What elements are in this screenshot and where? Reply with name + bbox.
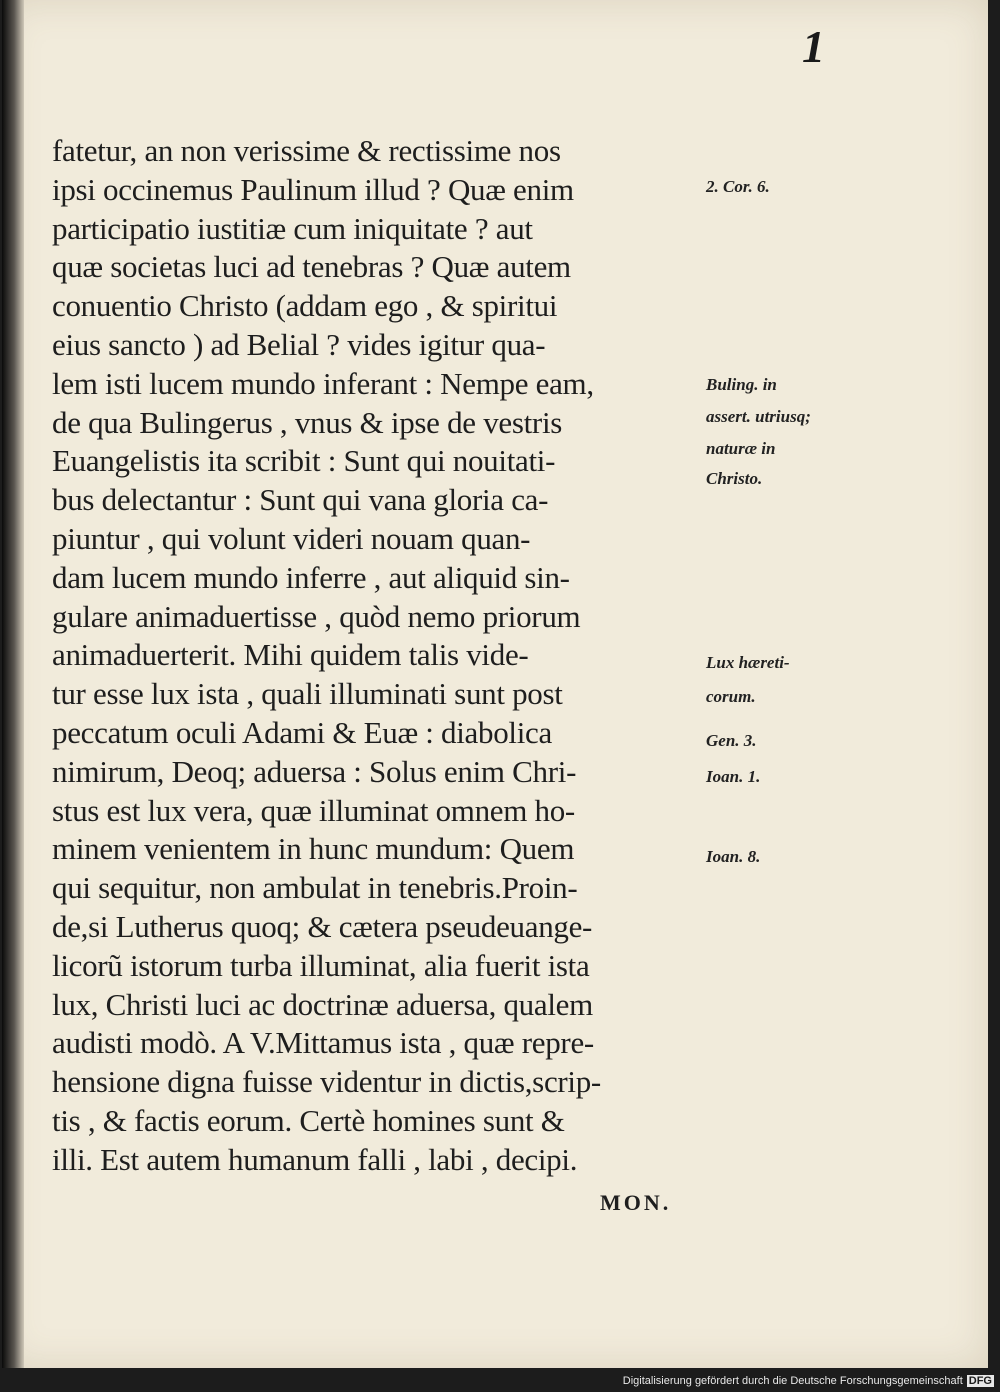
margin-note-gen-3: Gen. 3. [706, 731, 757, 750]
funding-footer [623, 1370, 994, 1392]
text-line: lem isti lucem mundo inferant : Nempe eam, [52, 365, 594, 401]
text-line: quæ societas luci ad tenebras ? Quæ autem [52, 249, 571, 285]
margin-note-lux-haereticorum: Lux hæreti- [706, 653, 790, 672]
text-line: de,si Lutherus quoq; & cætera pseudeuange- [52, 908, 593, 944]
text-line: participatio iustitiæ cum iniquitate ? aut [52, 210, 533, 246]
text-line: illi. Est autem humanum falli , labi , decipi. [52, 1141, 578, 1177]
text-line: tis , & factis eorum. Certè homines sunt & [52, 1102, 565, 1138]
text-line: audisti modò. A V.Mittamus ista , quæ repre- [52, 1025, 594, 1061]
text-line: piuntur , qui volunt videri nouam quan- [52, 520, 531, 556]
text-line: lux, Christi luci ac doctrinæ aduersa, qualem [52, 986, 593, 1022]
margin-note-ioan-8: Ioan. 8. [706, 847, 761, 866]
margin-note-ioan-1: Ioan. 1. [706, 767, 761, 786]
margin-note-2-cor: 2. Cor. 6. [706, 177, 770, 196]
catchword: MON. [600, 1190, 672, 1215]
book-page [2, 0, 988, 1368]
text-line: gulare animaduertisse , quòd nemo priorum [52, 598, 581, 634]
margin-note-corum: corum. [706, 687, 756, 706]
text-line: dam lucem mundo inferre , aut aliquid sin- [52, 559, 570, 595]
folio-number: 1 [802, 21, 825, 72]
margin-note-buling: Buling. in [706, 375, 777, 394]
text-line: fatetur, an non verissime & rectissime nos [52, 133, 561, 168]
margin-note-assert: assert. utriusq; [706, 407, 811, 426]
text-line: minem venientem in hunc mundum: Quem [52, 831, 575, 867]
text-line: nimirum, Deoq; aduersa : Solus enim Chri- [52, 753, 577, 789]
text-line: licorũ istorum turba illuminat, alia fuerit ista [52, 947, 590, 983]
text-line: Euangelistis ita scribit : Sunt qui nouitati- [52, 443, 556, 479]
text-line: eius sancto ) ad Belial ? vides igitur qua- [52, 326, 546, 362]
text-line: bus delectantur : Sunt qui vana gloria ca- [52, 482, 549, 518]
margin-note-christo: Christo. [706, 469, 763, 488]
body-text [52, 132, 712, 1180]
text-line: qui sequitur, non ambulat in tenebris.Proin- [52, 870, 578, 906]
text-line: peccatum oculi Adami & Euæ : diabolica [52, 714, 552, 750]
text-line: hensione digna fuisse videntur in dictis,scrip- [52, 1064, 601, 1100]
funding-text: Digitalisierung gefördert durch die Deutsche Forschungsgemeinschaft [622, 1375, 963, 1387]
margin-note-naturae: naturæ in [706, 439, 776, 458]
text-line: de qua Bulingerus , vnus & ipse de vestris [52, 404, 563, 440]
text-line: animaduerterit. Mihi quidem talis vide- [52, 637, 529, 673]
dfg-logo-icon: DFG [968, 1375, 992, 1387]
page-gutter-shadow [2, 0, 24, 1368]
text-line: ipsi occinemus Paulinum illud ? Quæ enim [52, 171, 574, 207]
text-line: stus est lux vera, quæ illuminat omnem ho- [52, 792, 575, 828]
text-line: tur esse lux ista , quali illuminati sunt post [52, 676, 563, 712]
text-line: conuentio Christo (addam ego , & spiritui [52, 288, 558, 324]
